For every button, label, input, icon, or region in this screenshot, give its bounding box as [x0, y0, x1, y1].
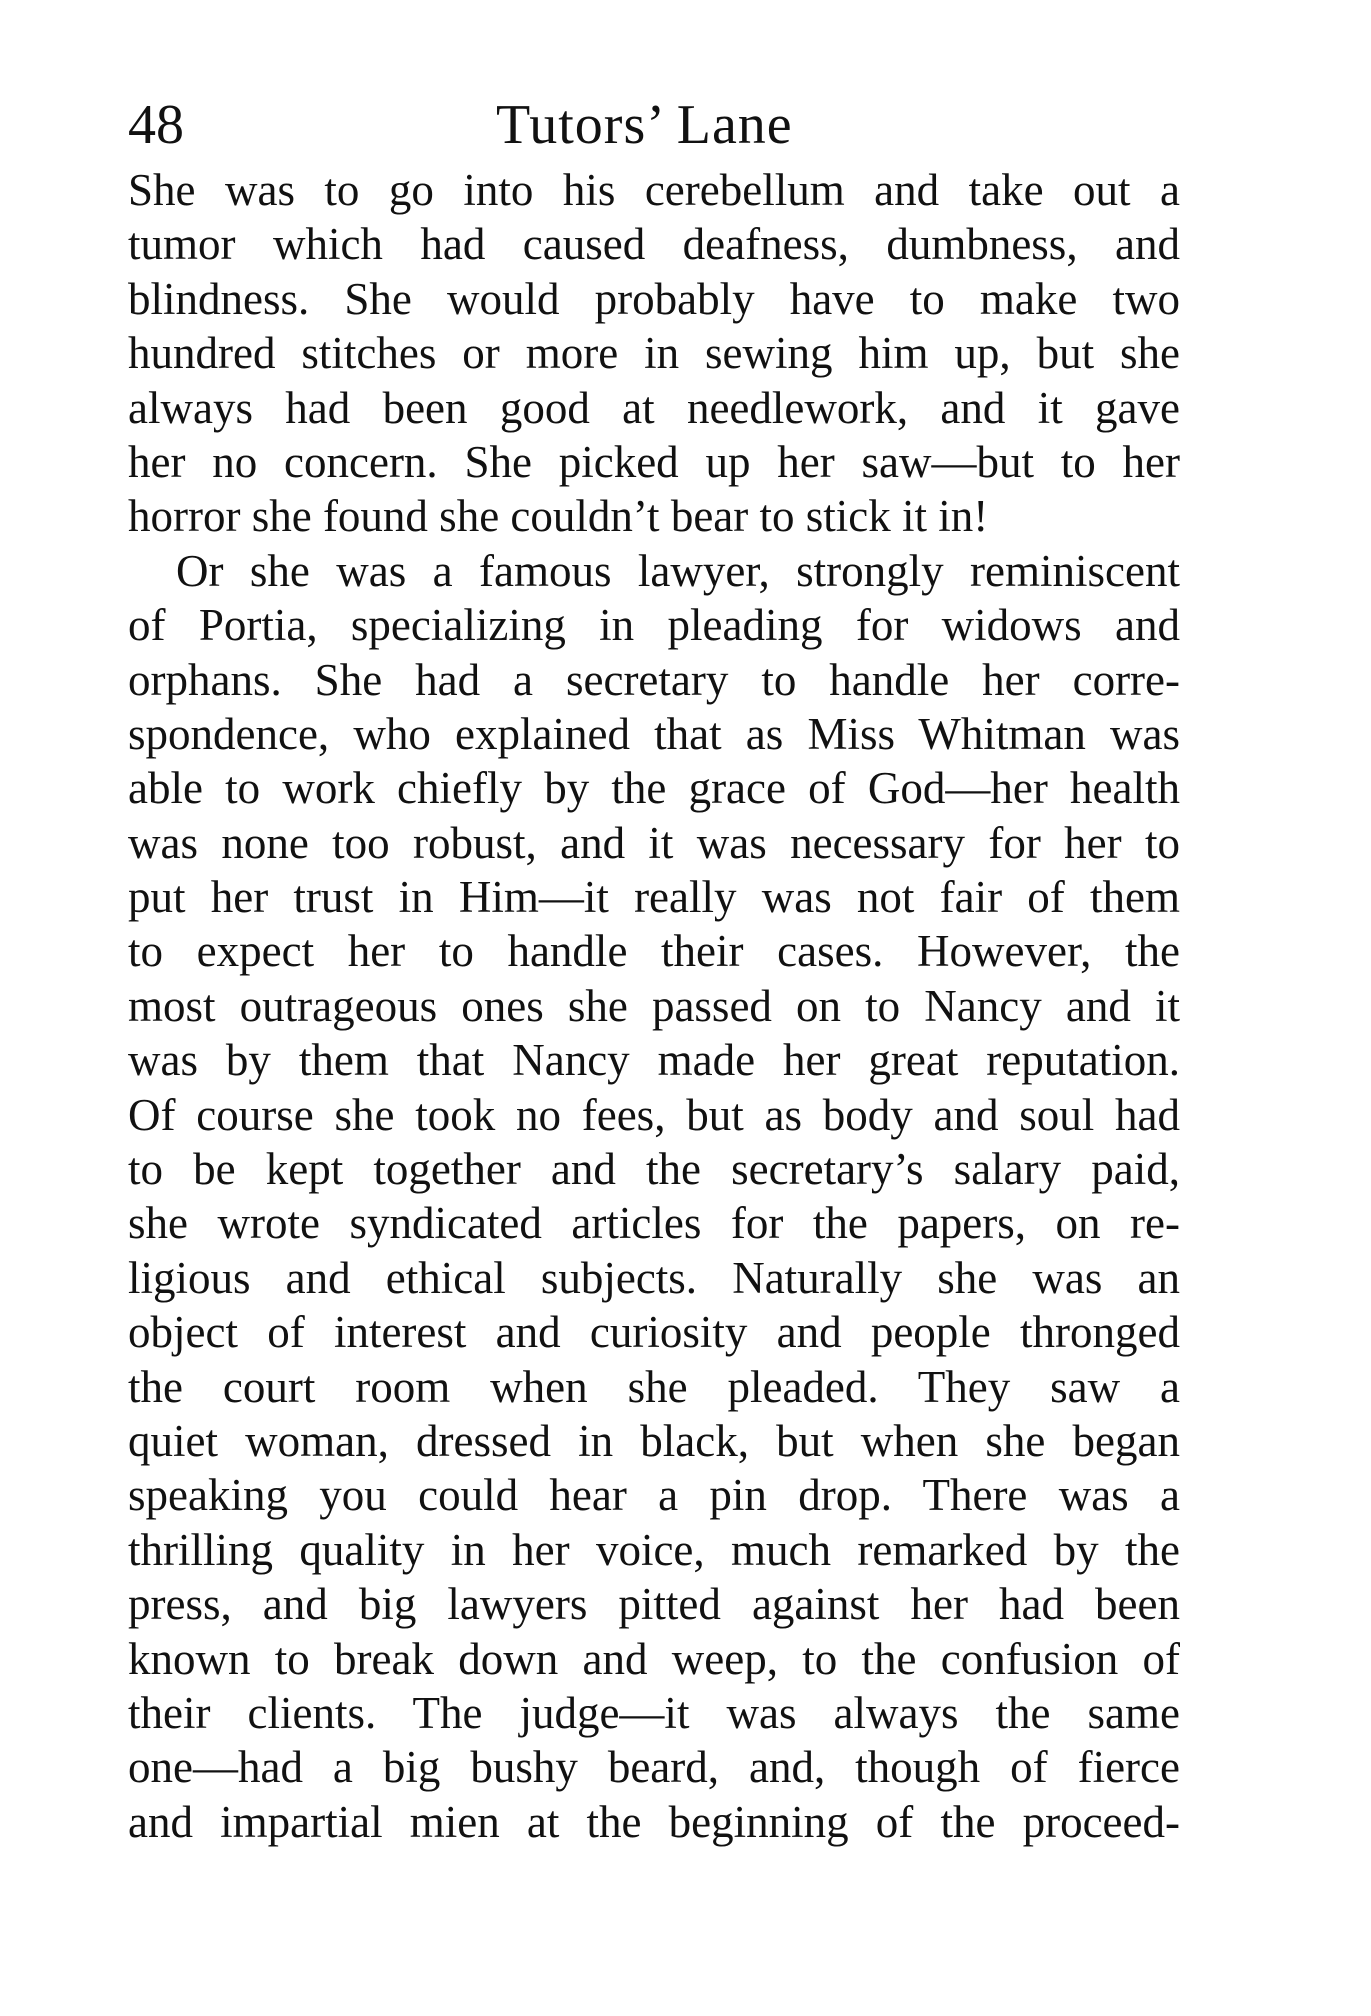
text-line: known to break down and weep, to the confusion of [128, 1633, 1180, 1684]
text-line: tumor which had caused deafness, dumbness, and [128, 219, 1180, 270]
text-line: to expect her to handle their cases. However, the [128, 926, 1180, 977]
book-title: Tutors’ Lane [496, 94, 793, 156]
text-line: object of interest and curiosity and people thronged [128, 1307, 1180, 1358]
text-line: spondence, who explained that as Miss Whitman was [128, 708, 1180, 759]
text-line: thrilling quality in her voice, much remarked by the [128, 1524, 1180, 1575]
text-line: was by them that Nancy made her great reputation. [128, 1035, 1180, 1086]
text-line: one—had a big bushy beard, and, though of fierce [128, 1742, 1180, 1793]
text-line: and impartial mien at the beginning of the proceed- [128, 1796, 1180, 1847]
text-line: put her trust in Him—it really was not fair of them [128, 872, 1180, 923]
text-line: ligious and ethical subjects. Naturally she was an [128, 1252, 1180, 1303]
paragraph-1 [128, 163, 1180, 544]
text-line: Of course she took no fees, but as body and soul had [128, 1089, 1180, 1140]
text-line: speaking you could hear a pin drop. There was a [128, 1470, 1180, 1521]
text-line: blindness. She would probably have to make two [128, 273, 1180, 324]
text-line: her no concern. She picked up her saw—but to her [128, 436, 1180, 487]
page-number: 48 [128, 94, 184, 156]
text-line: the court room when she pleaded. They saw a [128, 1361, 1180, 1412]
text-line: press, and big lawyers pitted against her had been [128, 1579, 1180, 1630]
body-text [128, 163, 1180, 1849]
text-line: of Portia, specializing in pleading for widows and [128, 600, 1180, 651]
text-line: their clients. The judge—it was always the same [128, 1687, 1180, 1738]
text-line: to be kept together and the secretary’s salary paid, [128, 1144, 1180, 1195]
text-line: hundred stitches or more in sewing him up, but she [128, 328, 1180, 379]
text-line: most outrageous ones she passed on to Nancy and it [128, 980, 1180, 1031]
running-head [128, 90, 1178, 160]
text-line: horror she found she couldn’t bear to stick it in! [128, 491, 989, 542]
text-line: able to work chiefly by the grace of God—her health [128, 763, 1180, 814]
text-line: Or she was a famous lawyer, strongly reminiscent [176, 545, 1180, 596]
text-line: she wrote syndicated articles for the papers, on re- [128, 1198, 1180, 1249]
paragraph-2 [128, 544, 1180, 1849]
text-line: always had been good at needlework, and it gave [128, 382, 1180, 433]
text-line: She was to go into his cerebellum and take out a [128, 165, 1180, 215]
text-line: orphans. She had a secretary to handle her corre- [128, 654, 1180, 705]
text-line: quiet woman, dressed in black, but when she began [128, 1415, 1180, 1466]
text-line: was none too robust, and it was necessary for her to [128, 817, 1180, 868]
